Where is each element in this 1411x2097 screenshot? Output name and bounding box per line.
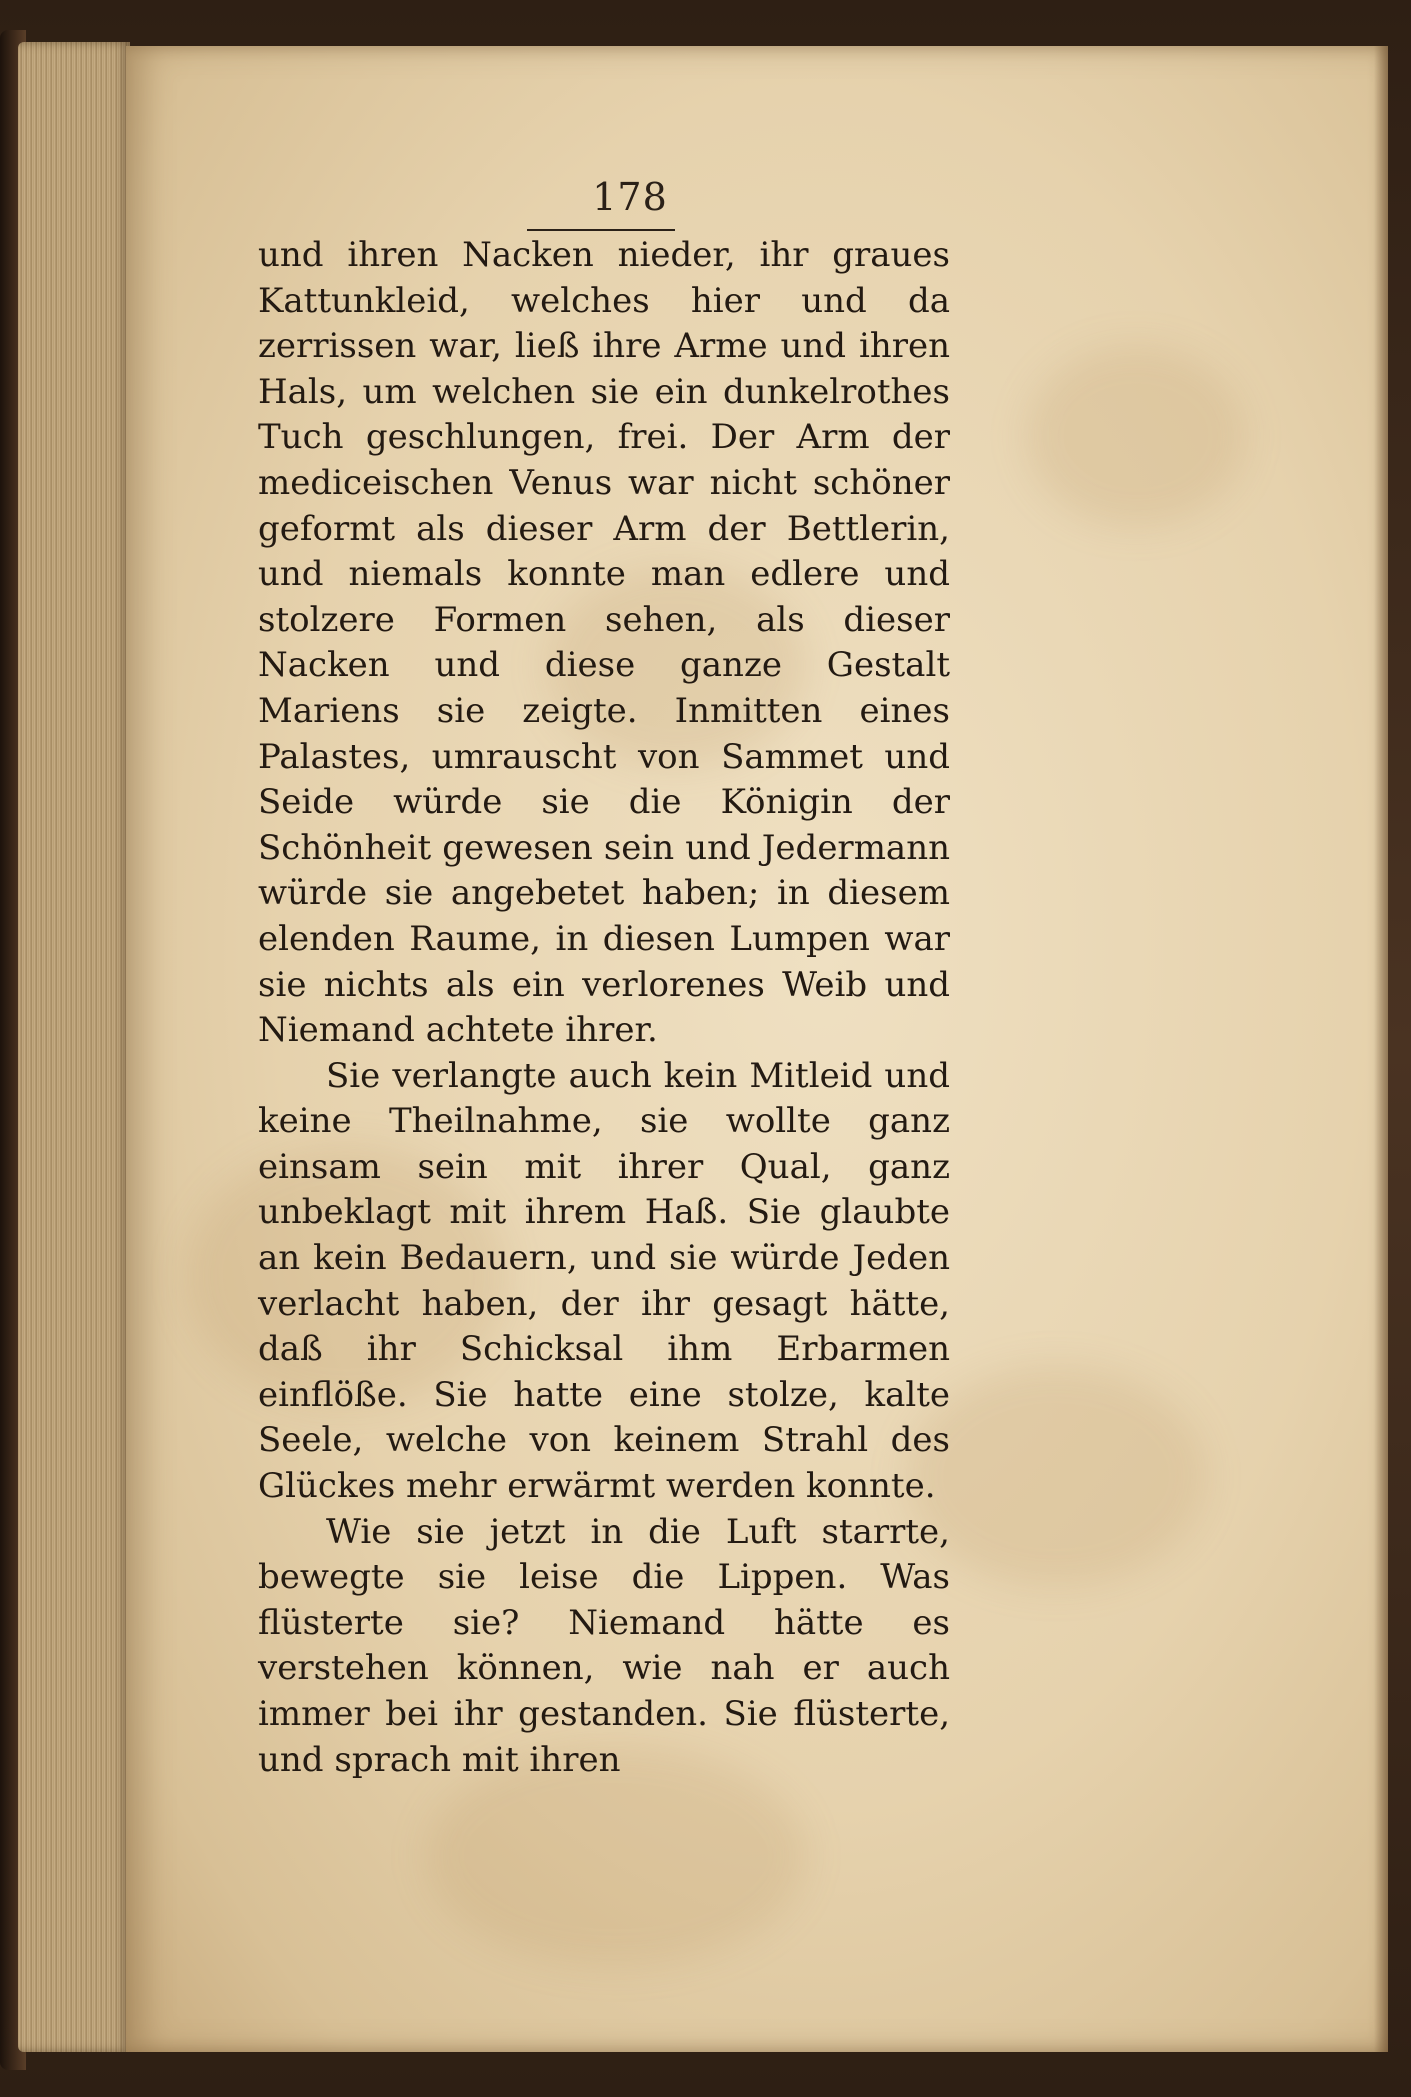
paper-stain [906, 1366, 1206, 1586]
page-edges [18, 42, 130, 2052]
paragraph: Wie sie jetzt in die Luft starrte, bewegte sie leise die Lippen. Was flüsterte sie? Niemand hätte es verstehen können, wie nah er auch immer bei ihr gestanden. Sie flüsterte, und sprach mit ihren [258, 1511, 950, 1780]
paper-stain [1026, 346, 1246, 526]
page-number: 178 [592, 175, 668, 219]
page-right-edge [1374, 46, 1388, 2052]
paragraph: Sie verlangte auch kein Mitleid und keine Theilnahme, sie wollte ganz einsam sein mit ihrer Qual, ganz unbeklagt mit ihrem Haß. Sie glaubte an kein Bedauern, und sie würde Jeden verlacht haben, der ihr gesagt hätte, daß ihr Schicksal ihm Erbarmen einflöße. Sie hatte eine stolze, kalte Seele, welche von keinem Strahl des Glückes mehr erwärmt werden konnte. [258, 1055, 950, 1507]
paragraph: und ihren Nacken nieder, ihr graues Kattunkleid, welches hier und da zerrissen war, ließ ihre Arme und ihren Hals, um welchen sie ein dunkelrothes Tuch geschlungen, frei. Der Arm der mediceischen Venus war nicht schöner geformt als dieser Arm der Bettlerin, und niemals konnte man edlere und stolzere Formen sehen, als dieser Nacken und diese ganze Gestalt Mariens sie zeigte. Inmitten eines Palastes, umrauscht von Sammet und Seide würde sie die Königin der Schönheit gewesen sein und Jedermann würde sie angebetet haben; in diesem elenden Raume, in diesen Lumpen war sie nichts als ein verlorenes Weib und Niemand achtete ihrer. [258, 235, 950, 1051]
page-number-rule [527, 229, 675, 231]
body-text [258, 233, 950, 1783]
